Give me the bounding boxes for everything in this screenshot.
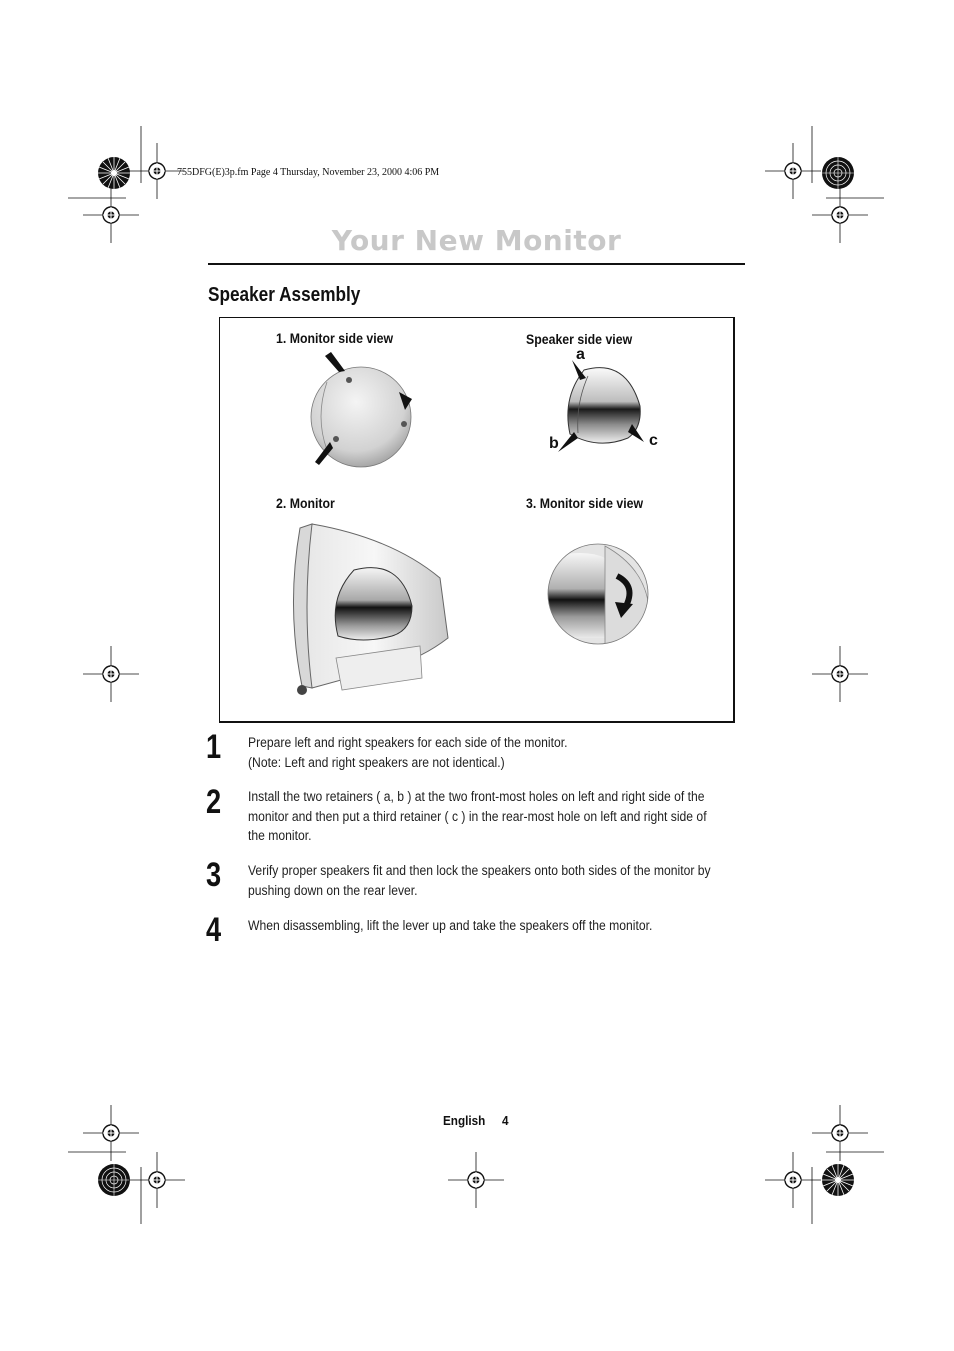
file-info-line: 755DFG(E)3p.fm Page 4 Thursday, November 23, 2000 4:06 PM xyxy=(177,167,440,178)
speaker-side-view-illustration xyxy=(548,348,658,458)
caption-monitor: 2. Monitor xyxy=(276,495,335,511)
footer-page-number: 4 xyxy=(502,1113,509,1128)
monitor-side-view-illustration xyxy=(305,352,425,472)
step-3-line-1: Verify proper speakers fit and then lock the speakers onto both sides of the monitor by xyxy=(248,863,711,878)
step-number-1: 1 xyxy=(206,728,222,766)
caption-speaker-side-view: Speaker side view xyxy=(526,331,633,347)
step-text-1 xyxy=(248,733,696,772)
step-4-line-1: When disassembling, lift the lever up and take the speakers off the monitor. xyxy=(248,918,653,933)
section-title: Speaker Assembly xyxy=(208,284,361,306)
chapter-title: Your New Monitor xyxy=(331,224,622,257)
step-1-line-1: Prepare left and right speakers for each side of the monitor. xyxy=(248,735,568,750)
step-text-4 xyxy=(248,916,696,936)
step-number-3: 3 xyxy=(206,856,222,894)
retainer-label-a: a xyxy=(576,346,585,363)
title-rule xyxy=(208,263,745,265)
step-text-3 xyxy=(248,861,711,900)
step-number-4: 4 xyxy=(206,911,222,949)
retainer-label-b: b xyxy=(549,435,559,452)
monitor-with-speaker-illustration xyxy=(272,518,462,708)
step-text-2 xyxy=(248,787,707,846)
step-1-line-2: (Note: Left and right speakers are not identical.) xyxy=(248,754,505,770)
step-2-line-3: the monitor. xyxy=(248,828,312,843)
step-3-line-2: pushing down on the rear lever. xyxy=(248,882,418,898)
step-number-2: 2 xyxy=(206,783,222,821)
step-2-line-2: monitor and then put a third retainer ( c ) in the rear-most hole on left and right side of xyxy=(248,808,707,824)
lock-lever-illustration xyxy=(545,538,655,648)
retainer-label-c: c xyxy=(649,432,658,449)
step-2-line-1: Install the two retainers ( a, b ) at the two front-most holes on left and right side of the xyxy=(248,789,705,804)
caption-monitor-side-view: 1. Monitor side view xyxy=(276,330,394,346)
caption-monitor-side-view-lock: 3. Monitor side view xyxy=(526,495,644,511)
footer-language: English xyxy=(443,1113,486,1128)
